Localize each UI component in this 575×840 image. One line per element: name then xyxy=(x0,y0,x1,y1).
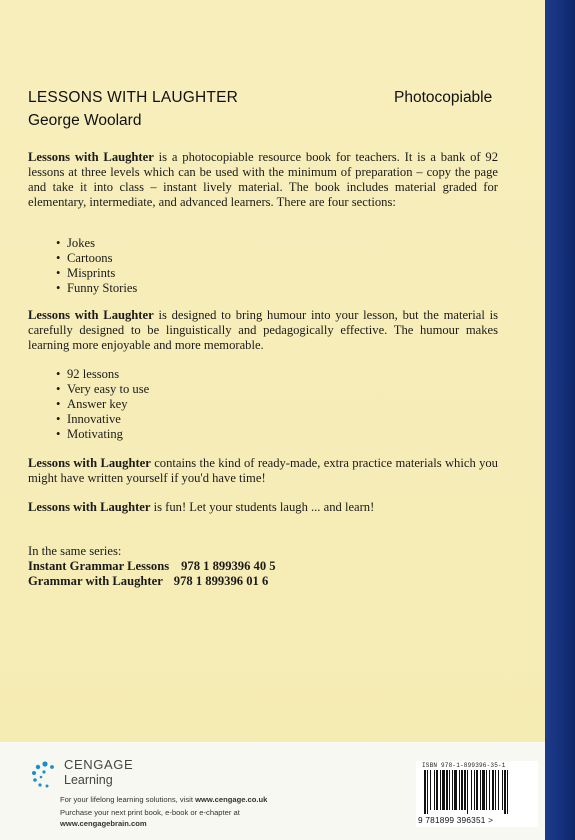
barcode-bar xyxy=(434,770,435,810)
intro-paragraph xyxy=(28,150,498,210)
humour-book-name: Lessons with Laughter xyxy=(28,308,154,322)
barcode-bar xyxy=(459,770,460,810)
footer-link-cengage-uk[interactable]: www.cengage.co.uk xyxy=(195,795,268,804)
isbn-label: ISBN 978-1-899396-35-1 xyxy=(422,762,506,769)
series-heading: In the same series: xyxy=(28,544,122,558)
fun-paragraph xyxy=(28,500,498,515)
series-book-row xyxy=(28,574,276,589)
list-item: • Funny Stories xyxy=(56,281,137,296)
barcode-bar xyxy=(440,770,441,810)
barcode-bar xyxy=(454,770,457,810)
extra-text: contains the kind of ready-made, extra practice materials which you might have written yourself if you'd have time! xyxy=(28,456,498,485)
publisher-brand-name: CENGAGE xyxy=(64,757,134,772)
series-book-row xyxy=(28,559,276,574)
book-author: George Woolard xyxy=(28,112,142,129)
barcode-bar xyxy=(436,770,438,810)
barcode-bar xyxy=(480,770,481,810)
fun-text: is fun! Let your students laugh ... and learn! xyxy=(150,500,375,514)
barcode-bar xyxy=(482,770,485,810)
barcode-bar xyxy=(430,770,431,810)
photocopiable-label: Photocopiable xyxy=(394,89,493,106)
barcode-bar xyxy=(504,770,506,814)
series-book-isbn: 978 1 899396 40 5 xyxy=(181,559,276,573)
footer-line-1-text: For your lifelong learning solutions, visit xyxy=(60,795,196,804)
footer-line-1 xyxy=(60,795,267,804)
barcode-bar xyxy=(467,770,468,814)
features-list xyxy=(56,367,149,442)
series-book-isbn: 978 1 899396 01 6 xyxy=(173,574,269,588)
barcode-bar xyxy=(474,770,475,810)
cengage-dot-swirl-icon xyxy=(30,760,60,790)
list-item: • Motivating xyxy=(56,427,149,442)
intro-book-name: Lessons with Laughter xyxy=(28,150,154,164)
footer-line-2: Purchase your next print book, e-book or e-chapter at xyxy=(60,808,240,817)
barcode-bar xyxy=(461,770,463,810)
sections-list xyxy=(56,236,137,296)
barcode-bar xyxy=(464,770,466,810)
barcode-bar xyxy=(502,770,503,810)
barcode-bar xyxy=(498,770,499,810)
list-item: • Answer key xyxy=(56,397,149,412)
barcode-bar xyxy=(495,770,496,810)
extra-paragraph xyxy=(28,456,498,486)
book-title: LESSONS WITH LAUGHTER xyxy=(28,89,239,106)
list-item: • Innovative xyxy=(56,412,149,427)
barcode-bar xyxy=(449,770,450,810)
barcode-digits: 9 781899 396351 > xyxy=(418,815,494,825)
publisher-brand-sub: Learning xyxy=(64,773,113,787)
list-item: • Jokes xyxy=(56,236,137,251)
series-book-title: Instant Grammar Lessons xyxy=(28,559,170,573)
barcode-bar xyxy=(471,770,472,810)
fun-book-name: Lessons with Laughter xyxy=(28,500,151,514)
barcode-bar xyxy=(507,770,508,814)
barcode-bar xyxy=(442,770,445,810)
list-item: • 92 lessons xyxy=(56,367,149,382)
barcode-bar xyxy=(424,770,426,814)
intro-text: is a photocopiable resource book for teachers. It is a bank of 92 lessons at three levels which can be used with the minimum of preparation – copy the page and take it into class – instant lively material. The book includes material graded for elementary, intermediate, and advanced learners. There are four sections: xyxy=(28,150,498,209)
humour-text: is designed to bring humour into your lesson, but the material is carefully designed to be linguistically and pedagogically effective. The humour makes learning more enjoyable and more memorable. xyxy=(28,308,498,352)
barcode-bar xyxy=(452,770,453,810)
barcode-icon xyxy=(422,770,534,814)
barcode-bar xyxy=(492,770,494,810)
footer-line-3 xyxy=(60,819,147,828)
barcode-bar xyxy=(427,770,428,814)
barcode-bar xyxy=(446,770,448,810)
series-block xyxy=(28,544,276,589)
barcode-bar xyxy=(489,770,490,810)
spine-band xyxy=(545,0,575,840)
list-item: • Misprints xyxy=(56,266,137,281)
series-book-title: Grammar with Laughter xyxy=(28,574,163,588)
humour-paragraph xyxy=(28,308,498,353)
extra-book-name: Lessons with Laughter xyxy=(28,456,151,470)
barcode-bar xyxy=(476,770,478,810)
footer-link-cengagebrain[interactable]: www.cengagebrain.com xyxy=(60,819,147,828)
list-item: • Very easy to use xyxy=(56,382,149,397)
barcode-bar xyxy=(486,770,487,810)
list-item: • Cartoons xyxy=(56,251,137,266)
